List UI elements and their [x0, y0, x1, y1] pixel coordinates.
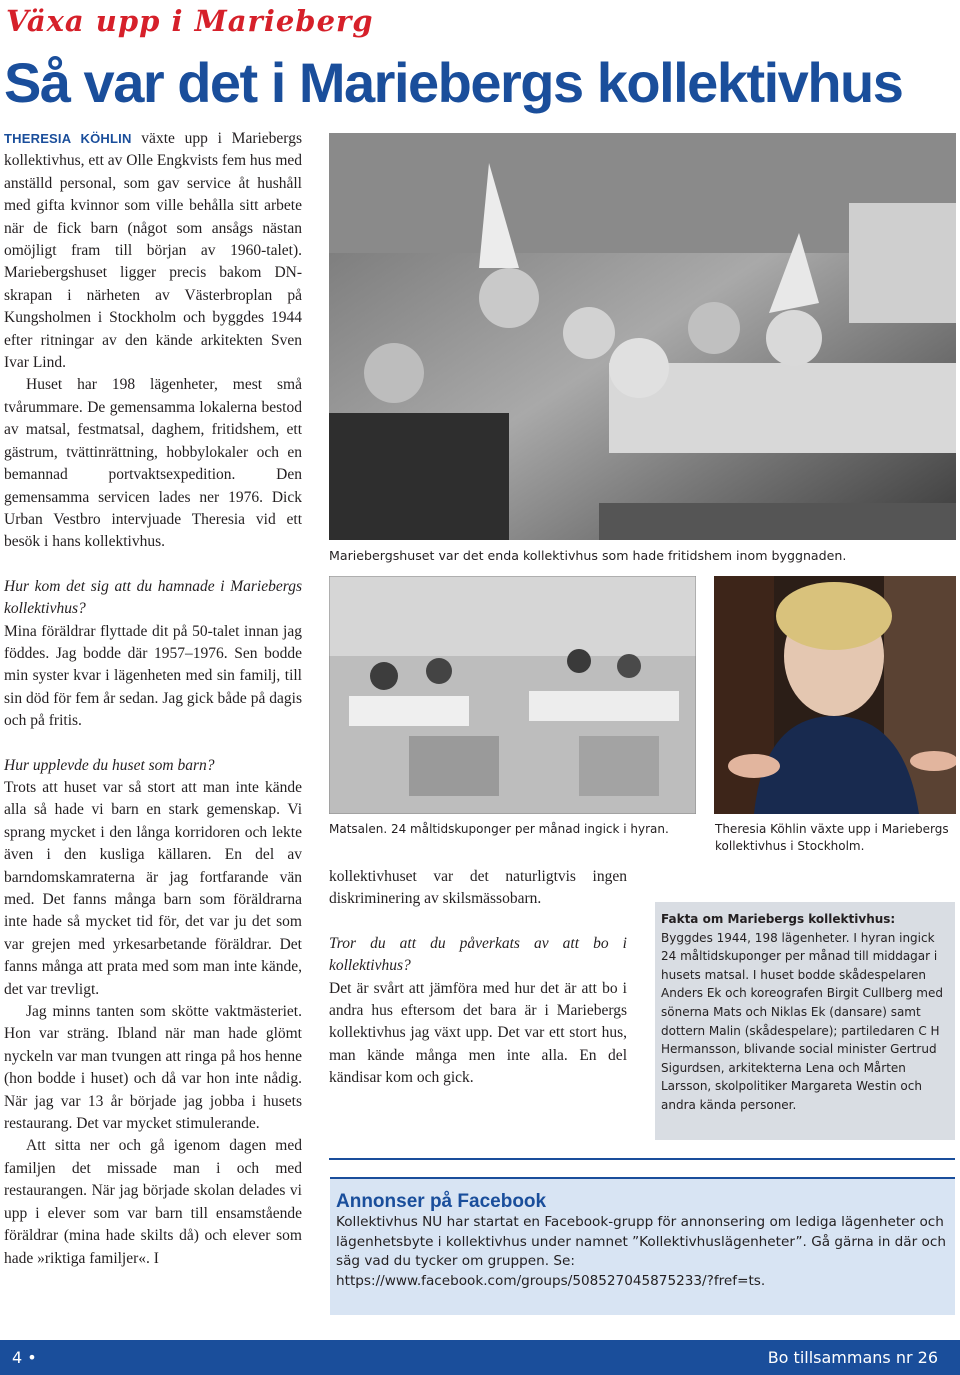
answer-2-continued: kollektivhuset var det naturligtvis ingen diskriminering av skilsmässobarn. — [329, 868, 627, 908]
fact-box — [655, 902, 955, 1140]
question-2: Hur upplevde du huset som barn? — [4, 756, 215, 774]
answer-2-part-3: Att sitta ner och gå igenom dagen med familjen det missade man i och med restaurangen. När jag började skolan delades vi upp i elever som var barn till ensamstående föräldrar (mina hade skilts då) och elever som hade »riktiga familjer«. I — [4, 1137, 302, 1267]
magazine-name: Bo tillsammans nr 26 — [767, 1348, 938, 1367]
intro-lead: THERESIA KÖHLIN — [4, 131, 132, 146]
ad-text: Kollektivhus NU har startat en Facebook-grupp för annonsering om lediga lägenheter och lägenhetsbyte i kollektivhus under namnet ”Kollektivhuslägenheter”. Gå gärna in där och säg vad du tycker om gruppen. Se: https://www.facebook.com/groups/508527045875233/?fref=ts. — [336, 1214, 946, 1289]
ad-title: Annonser på Facebook — [336, 1191, 547, 1212]
section-kicker: Växa upp i Marieberg — [6, 4, 374, 38]
intro-column — [4, 128, 302, 1270]
answer-2: Trots att huset var så stort att man inte kände alla så hade vi barn en stark gemenskap. Vi sprang mycket i den långa korridoren och lekte även i den kusliga källaren. En del av barndomskamraterna är jag fortfarande vän med. Det fanns många barn som föräldrarna inte hade så mycket tid för, det var ju det som var grejen med yrkesarbetande föräldrar. Det fanns många att prata med som man inte kände, det var trevligt. — [4, 778, 302, 998]
page-footer — [0, 1340, 960, 1375]
question-3: Tror du att du påverkats av att bo i kollektivhus? — [329, 934, 627, 975]
middle-column — [329, 866, 627, 1090]
dining-hall-caption: Matsalen. 24 måltidskuponger per månad ingick i hyran. — [329, 822, 669, 836]
dining-hall-photo — [329, 576, 696, 814]
intro-text: växte upp i Mariebergs kollektivhus, ett av Olle Engkvists fem hus med anställd personal, som gav service åt hushåll med gifta kvinnor som ville behålla sitt arbete när de fick barn (något som ansågs nästan omöjligt fram till början av 1960-talet). Mariebergshuset ligger precis bakom DN-skrapan i närheten av Västerbroplan på Kungsholmen i Stockholm och byggdes 1944 efter ritningar av den kände arkitekten Sven Ivar Lind. — [4, 130, 302, 372]
main-photo-children — [329, 133, 956, 540]
question-1: Hur kom det sig att du hamnade i Mariebergs kollektivhus? — [4, 577, 302, 618]
main-photo-caption: Mariebergshuset var det enda kollektivhus som hade fritidshem inom byggnaden. — [329, 548, 847, 563]
facebook-ad-box — [330, 1177, 955, 1315]
answer-2-part-2: Jag minns tanten som skötte vaktmästeriet. Hon var sträng. Ibland när man hade glömt nyckeln var man tvungen att ringa på hos henne (hon bodde i huset) och då var hon inte nådig. När jag var 13 år började jag jobba i husets restaurang. Det var mycket stimulerande. — [4, 1003, 302, 1133]
page-number: 4 • — [12, 1348, 37, 1367]
fact-box-title: Fakta om Mariebergs kollektivhus: — [661, 912, 896, 926]
page-title: Så var det i Mariebergs kollektivhus — [4, 51, 903, 114]
portrait-photo — [714, 576, 956, 814]
answer-1: Mina föräldrar flyttade dit på 50-talet innan jag föddes. Jag bodde där 1957–1976. Sen bodde min syster kvar i lägenheten med sin familj, till sin död för fem år sedan. Jag gick både på dagis och på fritis. — [4, 622, 302, 730]
portrait-caption: Theresia Köhlin växte upp i Mariebergs kollektivhus i Stockholm. — [715, 822, 949, 853]
divider — [329, 1158, 955, 1160]
answer-3: Det är svårt att jämföra med hur det är att bo i andra hus eftersom det bara är i Mariebergs kollektivhus jag växt upp. Det var ett stort hus, man kände många men inte alla. En del kändisar kom och gick. — [329, 979, 627, 1087]
intro-paragraph — [4, 128, 302, 374]
intro-paragraph-2: Huset har 198 lägenheter, mest små tvårummare. De gemensamma lokalerna bestod av matsal, festmatsal, daghem, fritidshem, ett gästrum, tvättinrättning, hobbylokaler och en bemannad portvaktsexpedition. Den gemensamma servicen lades ner 1976. Dick Urban Vestbro intervjuade Theresia vid ett besök i hans kollektivhus. — [4, 376, 302, 551]
fact-box-text: Byggdes 1944, 198 lägenheter. I hyran ingick 24 måltidskuponger per månad till middagar i husets matsal. I huset bodde skådespelaren Anders Ek och koreografen Birgit Cullberg med sönerna Mats och Niklas Ek (dansare) samt dottern Malin (skådespelare); partiledaren C H Hermansson, blivande social minister Gertrud Sigurdsen, arkitekterna Lena och Mårten Larsson, skolpolitiker Margareta Westin och andra kända personer. — [661, 930, 943, 1112]
